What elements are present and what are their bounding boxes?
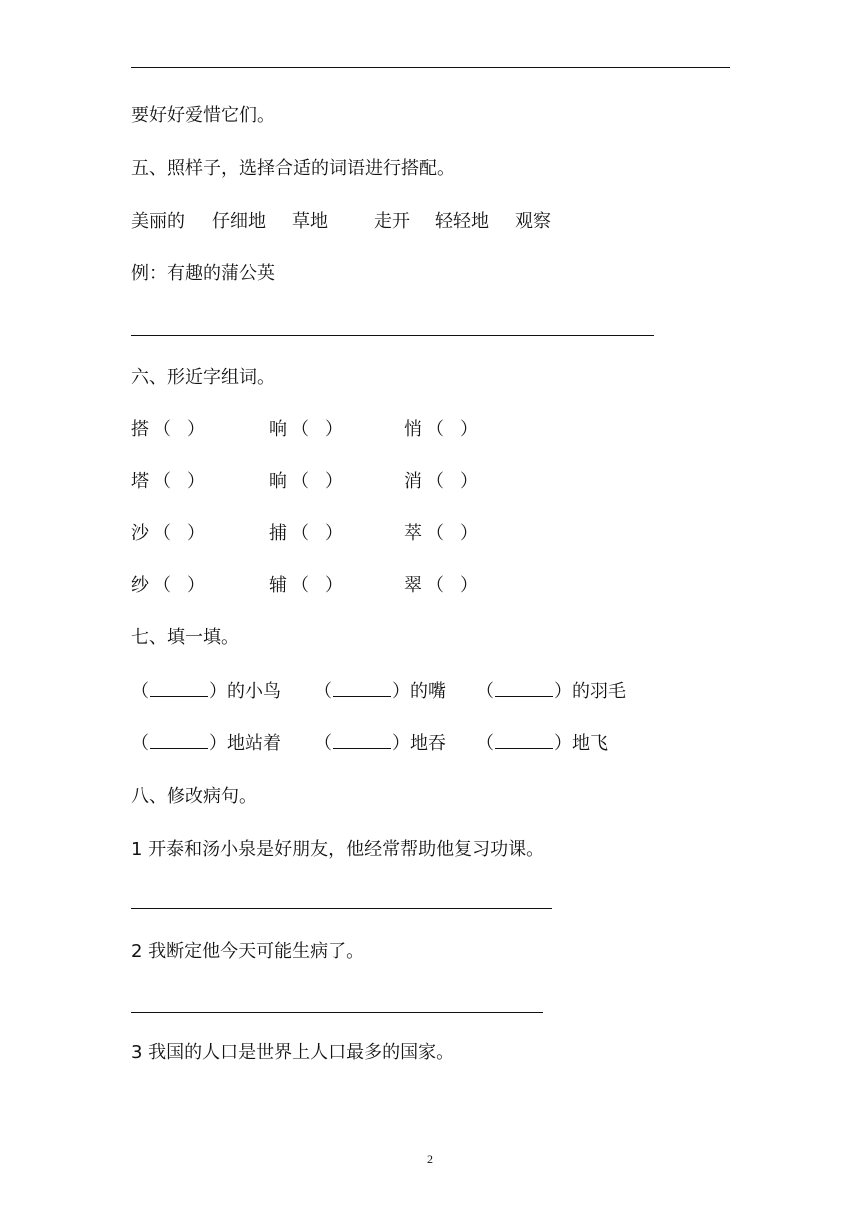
paren-open: （: [153, 575, 171, 596]
char: 沙: [131, 523, 149, 544]
fill-suffix: 地站着: [227, 733, 281, 754]
char: 消: [404, 471, 422, 492]
word-item: 美丽的: [131, 211, 185, 232]
top-rule: [131, 67, 730, 68]
paren-open: （: [426, 523, 444, 544]
word-item: 走开: [374, 211, 410, 232]
blank-line: [333, 732, 391, 749]
word-item: 仔细地: [212, 211, 266, 232]
char-item: [131, 418, 205, 442]
answer-line: [131, 335, 654, 336]
fill-item: （ ）的小鸟: [131, 681, 281, 702]
blank-line: [495, 732, 553, 749]
paren-close: ）: [325, 523, 343, 544]
answer-line: [131, 1012, 543, 1013]
sentence-1: 1 开泰和汤小泉是好朋友，他经常帮助他复习功课。: [131, 839, 545, 860]
paren-close: ）: [325, 471, 343, 492]
sentence-2: 2 我断定他今天可能生病了。: [131, 941, 365, 962]
fill-item: （ ）地飞: [476, 733, 608, 754]
char-item: [269, 522, 343, 546]
paren-open: （: [291, 419, 309, 440]
word-item: 草地: [292, 211, 328, 232]
char-item: [131, 574, 205, 598]
fill-item: （ ）地吞: [314, 733, 446, 754]
paren-close: ）: [460, 419, 478, 440]
word-item: 观察: [515, 211, 551, 232]
fill-suffix: 的小鸟: [227, 681, 281, 702]
char-item: [404, 522, 478, 546]
paren-open: （: [426, 575, 444, 596]
paren-open: （: [291, 523, 309, 544]
char-item: [269, 574, 343, 598]
char-item: [269, 418, 343, 442]
paren-open: （: [153, 523, 171, 544]
paren-close: ）: [460, 523, 478, 544]
char: 塔: [131, 471, 149, 492]
fill-item: （ ）的嘴: [314, 681, 446, 702]
paren-close: ）: [460, 575, 478, 596]
char: 晌: [269, 471, 287, 492]
blank-line: [495, 680, 553, 697]
blank-line: [150, 680, 208, 697]
char-item: [404, 470, 478, 494]
paren-open: （: [291, 575, 309, 596]
fill-suffix: 的羽毛: [572, 681, 626, 702]
char-item: [131, 470, 205, 494]
fill-item: （ ）地站着: [131, 733, 281, 754]
section-five-heading: 五、照样子，选择合适的词语进行搭配。: [131, 158, 455, 179]
char: 捕: [269, 523, 287, 544]
char: 悄: [404, 419, 422, 440]
char: 搭: [131, 419, 149, 440]
char: 响: [269, 419, 287, 440]
page-number: 2: [427, 1152, 433, 1166]
paren-open: （: [426, 471, 444, 492]
char: 辅: [269, 575, 287, 596]
char-item: [404, 574, 478, 598]
blank-line: [333, 680, 391, 697]
word-item: 轻轻地: [435, 211, 489, 232]
section-six-heading: 六、形近字组词。: [131, 367, 275, 388]
char: 萃: [404, 523, 422, 544]
answer-line: [131, 908, 552, 909]
paren-close: ）: [325, 419, 343, 440]
paren-close: ）: [325, 575, 343, 596]
char: 翠: [404, 575, 422, 596]
paren-open: （: [153, 419, 171, 440]
paren-close: ）: [187, 471, 205, 492]
paren-open: （: [426, 419, 444, 440]
paren-close: ）: [460, 471, 478, 492]
paren-close: ）: [187, 575, 205, 596]
char-item: [131, 522, 205, 546]
paren-close: ）: [187, 419, 205, 440]
fill-suffix: 地飞: [572, 733, 608, 754]
fill-item: （ ）的羽毛: [476, 681, 626, 702]
example-line: 例：有趣的蒲公英: [131, 263, 275, 284]
section-eight-heading: 八、修改病句。: [131, 786, 257, 807]
char: 纱: [131, 575, 149, 596]
char-item: [404, 418, 478, 442]
paren-open: （: [291, 471, 309, 492]
blank-line: [150, 732, 208, 749]
paren-close: ）: [187, 523, 205, 544]
char-item: [269, 470, 343, 494]
text-line: 要好好爱惜它们。: [131, 105, 275, 126]
fill-suffix: 的嘴: [410, 681, 446, 702]
paren-open: （: [153, 471, 171, 492]
fill-suffix: 地吞: [410, 733, 446, 754]
section-seven-heading: 七、填一填。: [131, 627, 239, 648]
sentence-3: 3 我国的人口是世界上人口最多的国家。: [131, 1042, 455, 1063]
